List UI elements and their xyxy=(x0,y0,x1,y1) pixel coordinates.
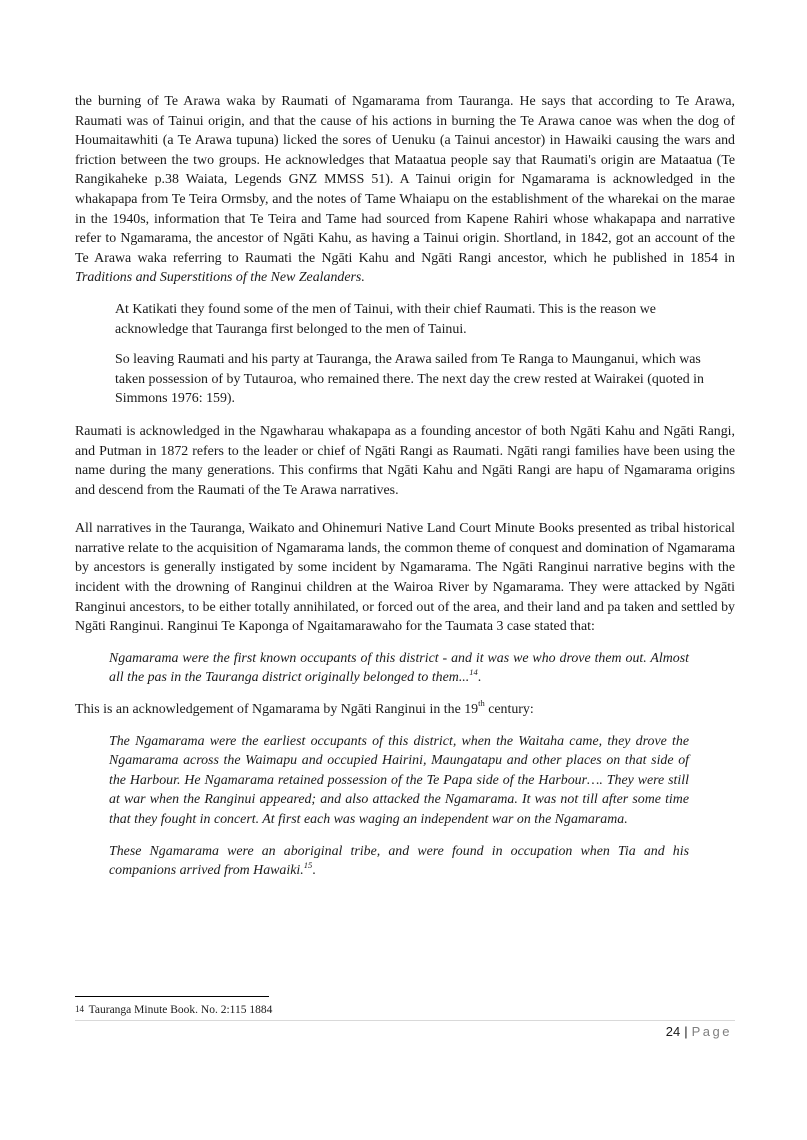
block-quote-earliest-occupants: The Ngamarama were the earliest occupants of this district, when the Waitaha came, they drove the Ngamarama across the Waimapu and occupied Hairini, Maungatapu and other places on that side of the Harbour. He Ngamarama retained possession of the Te Papa side of the Harbour…. They were still at war when the Ranginui appeared; and also attacked the Ngamarama. It was not till after some time that they fought in concert. At first each was waging an independent war on the Ngamarama. xyxy=(109,733,689,827)
footnote-text: Tauranga Minute Book. No. 2:115 1884 xyxy=(88,1004,273,1016)
quote-end: . xyxy=(312,863,316,879)
footnote-divider xyxy=(75,996,269,997)
paragraph-acknowledgement xyxy=(75,700,735,720)
quote-end: . xyxy=(477,670,482,686)
block-quote-katikati: At Katikati they found some of the men of Tainui, with their chief Raumati. This is the reason we acknowledge that Tauranga first belonged to the men of Tainui. xyxy=(115,301,656,337)
ordinal-suffix: th xyxy=(478,698,485,709)
paragraph-text: the burning of Te Arawa waka by Raumati of Ngamarama from Tauranga. He says that according to Te Arawa, Raumati was of Tainui origin, and that the cause of his actions in burning the Te Arawa canoe was when the dog of Houmaitawhiti (a Te Arawa tupuna) licked the sores of Uenuku (a Tainui ancestor) in Hawaiki causing the wars and friction between the two groups. He acknowledges that Mataatua people say that Raumati's origin are Mataatua (Te Rangikaheke p.38 Waiata, Legends GNZ MMSS 51). A Tainui origin for Ngamarama is acknowledged in the whakapapa from Te Teira Ormsby, and the notes of Tame Whaiapu on the establishment of the wharekai on the marae in the 1940s, information that Te Teira and Tame had sourced from Kapene Rahiri whose whakapapa and narrative refer to Ngamarama, the ancestor of Ngāti Kahu, as having a Tainui origin. Shortland, in 1842, got an account of the Te Arawa waka referring to Raumati the Ngāti Kahu and Ngāti Rangi ancestor, which he published in 1854 in xyxy=(75,94,735,266)
page-number: 24 xyxy=(665,1024,681,1039)
block-quote-arawa-sailing: So leaving Raumati and his party at Tauranga, the Arawa sailed from Te Ranga to Maunganui, which was taken possession of by Tutauroa, who remained there. The next day the crew rested at Wairakei (quoted in Simmons 1976: 159). xyxy=(115,352,704,407)
paragraph-ngawharau-whakapapa: Raumati is acknowledged in the Ngawharau whakapapa as a founding ancestor of both Ngāti Kahu and Ngāti Rangi, and Putman in 1872 refers to the leader or chief of Ngāti Rangi as Raumati. Ngāti rangi families have been using the name during the many generations. This confirms that Ngāti Kahu and Ngāti Rangi are hapu of Ngamarama origins and descend from the Raumati of the Te Arawa narratives. xyxy=(75,423,735,498)
footnote-ref-15: 15 xyxy=(303,859,313,870)
document-body xyxy=(75,92,735,881)
footnote-ref-14: 14 xyxy=(469,666,478,677)
paragraph-text-end: century: xyxy=(484,702,534,718)
paragraph-raumati-origin xyxy=(75,92,735,288)
quote-text: These Ngamarama were an aboriginal tribe, and were found in occupation when Tia and his companions arrived from Hawaiki. xyxy=(109,843,689,879)
page-label: Page xyxy=(691,1024,732,1039)
footer-separator: | xyxy=(684,1024,688,1039)
block-quote-first-occupants xyxy=(109,649,689,688)
paragraph-text: This is an acknowledgement of Ngamarama by Ngāti Ranginui in the 19 xyxy=(75,702,479,718)
paragraph-native-land-court: All narratives in the Tauranga, Waikato and Ohinemuri Native Land Court Minute Books presented as tribal historical narrative relate to the acquisition of Ngamarama lands, the common theme of conquest and domination of Ngamarama by ancestors is generally instigated by some incident by Ngamarama. The Ngāti Ranginui narrative begins with the incident with the drowning of Ranginui children at the Wairoa River by Ngamarama. They were attacked by Ngāti Ranginui ancestors, to be either totally annihilated, or forced out of the area, and their land and pa taken and settled by Ngāti Ranginui. Ranginui Te Kaponga of Ngaitamarawaho for the Taumata 3 case stated that: xyxy=(75,521,735,635)
block-quote-aboriginal-tribe xyxy=(109,842,689,881)
footer-divider xyxy=(75,1020,735,1021)
page-footer xyxy=(666,1024,732,1039)
footnote-number: 14 xyxy=(75,1004,84,1014)
quote-text: Ngamarama were the first known occupants of this district - and it was we who drove them out. Almost all the pas in the Tauranga district originally belonged to them... xyxy=(109,650,689,686)
book-title: Traditions and Superstitions of the New Zealanders. xyxy=(75,270,365,286)
footnote xyxy=(75,1004,272,1016)
